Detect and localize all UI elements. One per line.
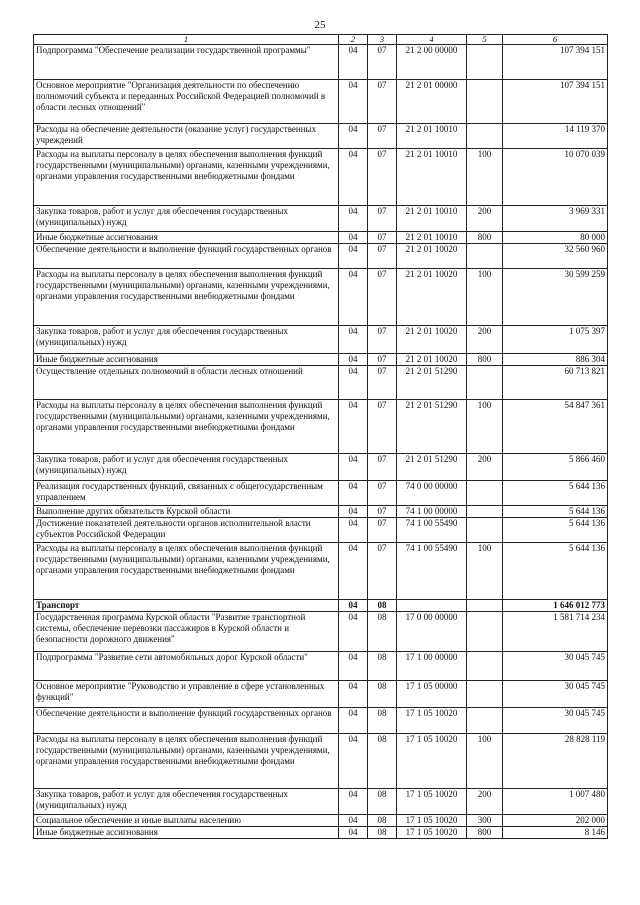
target-article-code-cell: 21 2 01 51290 (397, 366, 467, 400)
amount-cell: 80 000 (503, 232, 608, 244)
section-code-cell: 04 (339, 366, 368, 400)
section-code-cell: 04 (339, 269, 368, 326)
section-code-cell: 04 (339, 481, 368, 506)
item-name-cell: Расходы на выплаты персоналу в целях обеспечения выполнения функций государственными (муниципальными) органами, казенными учреждениями, органами управления государственными внебюджетными фондами (34, 543, 339, 600)
section-code-cell: 04 (339, 326, 368, 354)
amount-cell: 5 644 136 (503, 481, 608, 506)
target-article-code-cell: 21 2 01 10010 (397, 206, 467, 232)
subsection-code-cell: 07 (368, 206, 397, 232)
header-cell: 2 (339, 35, 368, 45)
item-name-cell: Расходы на обеспечение деятельности (оказание услуг) государственных учреждений (34, 124, 339, 149)
item-name-cell: Транспорт (34, 600, 339, 612)
expense-type-code-cell: 800 (467, 232, 503, 244)
amount-cell: 28 828 119 (503, 734, 608, 789)
target-article-code-cell: 21 2 01 00000 (397, 80, 467, 124)
subsection-code-cell: 07 (368, 366, 397, 400)
table-row (34, 543, 608, 600)
amount-cell: 30 599 259 (503, 269, 608, 326)
table-row (34, 612, 608, 652)
item-name-cell: Расходы на выплаты персоналу в целях обеспечения выполнения функций государственными (муниципальными) органами, казенными учреждениями, органами управления государственными внебюджетными фондами (34, 400, 339, 454)
target-article-code-cell: 21 2 01 10010 (397, 124, 467, 149)
target-article-code-cell: 17 1 05 10020 (397, 789, 467, 815)
section-code-cell: 04 (339, 206, 368, 232)
amount-cell: 5 644 136 (503, 543, 608, 600)
expense-type-code-cell: 800 (467, 827, 503, 839)
subsection-code-cell: 07 (368, 269, 397, 326)
section-code-cell: 04 (339, 789, 368, 815)
item-name-cell: Обеспечение деятельности и выполнение функций государственных органов (34, 708, 339, 734)
subsection-code-cell: 07 (368, 518, 397, 543)
section-code-cell: 04 (339, 232, 368, 244)
section-code-cell: 04 (339, 244, 368, 269)
header-row (34, 35, 608, 45)
subsection-code-cell: 08 (368, 708, 397, 734)
subsection-code-cell: 08 (368, 652, 397, 681)
amount-cell: 107 394 151 (503, 80, 608, 124)
amount-cell: 1 581 714 234 (503, 612, 608, 652)
amount-cell: 202 000 (503, 815, 608, 827)
table-row (34, 652, 608, 681)
item-name-cell: Основное мероприятие "Руководство и управление в сфере установленных функций" (34, 681, 339, 708)
table-row (34, 80, 608, 124)
table-row (34, 366, 608, 400)
amount-cell: 5 644 136 (503, 506, 608, 518)
expense-type-code-cell (467, 612, 503, 652)
subsection-code-cell: 07 (368, 80, 397, 124)
table-row (34, 827, 608, 839)
table-row (34, 326, 608, 354)
table-row (34, 232, 608, 244)
item-name-cell: Государственная программа Курской области "Развитие транспортной системы, обеспечение перевозки пассажиров в Курской области и безопасности дорожного движения" (34, 612, 339, 652)
section-code-cell: 04 (339, 600, 368, 612)
section-code-cell: 04 (339, 149, 368, 206)
amount-cell: 1 007 480 (503, 789, 608, 815)
subsection-code-cell: 07 (368, 506, 397, 518)
amount-cell: 107 394 151 (503, 45, 608, 80)
target-article-code-cell: 21 2 01 10010 (397, 232, 467, 244)
target-article-code-cell: 74 1 00 55490 (397, 518, 467, 543)
table-row (34, 681, 608, 708)
table-row (34, 789, 608, 815)
amount-cell: 10 070 039 (503, 149, 608, 206)
section-code-cell: 04 (339, 518, 368, 543)
header-cell: 5 (467, 35, 503, 45)
expense-type-code-cell (467, 45, 503, 80)
target-article-code-cell: 21 2 00 00000 (397, 45, 467, 80)
target-article-code-cell: 17 1 05 00000 (397, 681, 467, 708)
subsection-code-cell: 08 (368, 815, 397, 827)
header-cell: 4 (397, 35, 467, 45)
target-article-code-cell: 17 1 05 10020 (397, 708, 467, 734)
item-name-cell: Социальное обеспечение и иные выплаты населению (34, 815, 339, 827)
target-article-code-cell: 21 2 01 10020 (397, 244, 467, 269)
expense-type-code-cell: 200 (467, 326, 503, 354)
expense-type-code-cell (467, 366, 503, 400)
amount-cell: 30 045 745 (503, 652, 608, 681)
section-code-cell: 04 (339, 734, 368, 789)
item-name-cell: Осуществление отдельных полномочий в области лесных отношений (34, 366, 339, 400)
table-row (34, 815, 608, 827)
header-cell: 1 (34, 35, 339, 45)
target-article-code-cell: 21 2 01 10010 (397, 149, 467, 206)
item-name-cell: Закупка товаров, работ и услуг для обеспечения государственных (муниципальных) нужд (34, 789, 339, 815)
target-article-code-cell: 74 1 00 55490 (397, 543, 467, 600)
budget-table (33, 34, 608, 839)
table-row (34, 124, 608, 149)
section-code-cell: 04 (339, 506, 368, 518)
section-code-cell: 04 (339, 681, 368, 708)
item-name-cell: Расходы на выплаты персоналу в целях обеспечения выполнения функций государственными (муниципальными) органами, казенными учреждениями, органами управления государственными внебюджетными фондами (34, 734, 339, 789)
item-name-cell: Иные бюджетные ассигнования (34, 827, 339, 839)
amount-cell: 14 119 370 (503, 124, 608, 149)
amount-cell: 8 146 (503, 827, 608, 839)
amount-cell: 1 646 012 773 (503, 600, 608, 612)
expense-type-code-cell: 100 (467, 543, 503, 600)
item-name-cell: Выполнение других обязательств Курской области (34, 506, 339, 518)
amount-cell: 32 560 960 (503, 244, 608, 269)
subsection-code-cell: 07 (368, 149, 397, 206)
subsection-code-cell: 08 (368, 827, 397, 839)
section-code-cell: 04 (339, 652, 368, 681)
expense-type-code-cell (467, 80, 503, 124)
target-article-code-cell: 74 1 00 00000 (397, 506, 467, 518)
expense-type-code-cell (467, 518, 503, 543)
section-code-cell: 04 (339, 454, 368, 481)
item-name-cell: Подпрограмма "Обеспечение реализации государственной программы" (34, 45, 339, 80)
amount-cell: 886 304 (503, 354, 608, 366)
subsection-code-cell: 07 (368, 232, 397, 244)
expense-type-code-cell: 300 (467, 815, 503, 827)
item-name-cell: Реализация государственных функций, связанных с общегосударственным управлением (34, 481, 339, 506)
subsection-code-cell: 07 (368, 481, 397, 506)
subsection-code-cell: 07 (368, 400, 397, 454)
table-row (34, 506, 608, 518)
amount-cell: 54 847 361 (503, 400, 608, 454)
section-code-cell: 04 (339, 815, 368, 827)
item-name-cell: Иные бюджетные ассигнования (34, 232, 339, 244)
subsection-code-cell: 07 (368, 354, 397, 366)
expense-type-code-cell (467, 600, 503, 612)
expense-type-code-cell (467, 481, 503, 506)
item-name-cell: Закупка товаров, работ и услуг для обеспечения государственных (муниципальных) нужд (34, 454, 339, 481)
target-article-code-cell: 17 1 05 10020 (397, 734, 467, 789)
subsection-code-cell: 07 (368, 326, 397, 354)
header-cell: 3 (368, 35, 397, 45)
subsection-code-cell: 08 (368, 600, 397, 612)
expense-type-code-cell: 200 (467, 789, 503, 815)
table-row (34, 269, 608, 326)
target-article-code-cell (397, 600, 467, 612)
section-code-cell: 04 (339, 708, 368, 734)
item-name-cell: Расходы на выплаты персоналу в целях обеспечения выполнения функций государственными (муниципальными) органами, казенными учреждениями, органами управления государственными внебюджетными фондами (34, 269, 339, 326)
amount-cell: 5 866 460 (503, 454, 608, 481)
amount-cell: 30 045 745 (503, 681, 608, 708)
table-row (34, 481, 608, 506)
item-name-cell: Закупка товаров, работ и услуг для обеспечения государственных (муниципальных) нужд (34, 206, 339, 232)
target-article-code-cell: 74 0 00 00000 (397, 481, 467, 506)
table-row (34, 734, 608, 789)
amount-cell: 60 713 821 (503, 366, 608, 400)
table-row (34, 354, 608, 366)
table-row (34, 206, 608, 232)
subsection-code-cell: 07 (368, 543, 397, 600)
expense-type-code-cell (467, 652, 503, 681)
section-code-cell: 04 (339, 354, 368, 366)
header-cell: 6 (503, 35, 608, 45)
amount-cell: 30 045 745 (503, 708, 608, 734)
section-code-cell: 04 (339, 45, 368, 80)
target-article-code-cell: 17 1 00 00000 (397, 652, 467, 681)
item-name-cell: Основное мероприятие "Организация деятельности по обеспечению полномочий субъекта и переданных Российской Федерацией полномочий в области лесных отношений" (34, 80, 339, 124)
expense-type-code-cell: 100 (467, 149, 503, 206)
expense-type-code-cell (467, 681, 503, 708)
subsection-code-cell: 08 (368, 612, 397, 652)
item-name-cell: Расходы на выплаты персоналу в целях обеспечения выполнения функций государственными (муниципальными) органами, казенными учреждениями, органами управления государственными внебюджетными фондами (34, 149, 339, 206)
target-article-code-cell: 17 1 05 10020 (397, 815, 467, 827)
expense-type-code-cell: 100 (467, 400, 503, 454)
amount-cell: 1 075 397 (503, 326, 608, 354)
table-row (34, 45, 608, 80)
subsection-code-cell: 07 (368, 45, 397, 80)
target-article-code-cell: 17 1 05 10020 (397, 827, 467, 839)
expense-type-code-cell (467, 506, 503, 518)
table-row (34, 244, 608, 269)
expense-type-code-cell (467, 244, 503, 269)
expense-type-code-cell (467, 124, 503, 149)
subsection-code-cell: 07 (368, 244, 397, 269)
item-name-cell: Закупка товаров, работ и услуг для обеспечения государственных (муниципальных) нужд (34, 326, 339, 354)
table-row (34, 149, 608, 206)
target-article-code-cell: 21 2 01 10020 (397, 354, 467, 366)
target-article-code-cell: 17 0 00 00000 (397, 612, 467, 652)
target-article-code-cell: 21 2 01 51290 (397, 400, 467, 454)
expense-type-code-cell: 200 (467, 206, 503, 232)
target-article-code-cell: 21 2 01 51290 (397, 454, 467, 481)
expense-type-code-cell: 100 (467, 269, 503, 326)
target-article-code-cell: 21 2 01 10020 (397, 269, 467, 326)
section-code-cell: 04 (339, 827, 368, 839)
item-name-cell: Обеспечение деятельности и выполнение функций государственных органов (34, 244, 339, 269)
expense-type-code-cell: 200 (467, 454, 503, 481)
section-code-cell: 04 (339, 400, 368, 454)
table-row (34, 454, 608, 481)
table-row (34, 600, 608, 612)
table-body (34, 45, 608, 839)
amount-cell: 3 969 331 (503, 206, 608, 232)
page-number: 25 (314, 19, 326, 31)
subsection-code-cell: 07 (368, 124, 397, 149)
expense-type-code-cell: 100 (467, 734, 503, 789)
amount-cell: 5 644 136 (503, 518, 608, 543)
item-name-cell: Достижение показателей деятельности органов исполнительной власти субъектов Российской Федерации (34, 518, 339, 543)
expense-type-code-cell (467, 708, 503, 734)
table-row (34, 400, 608, 454)
section-code-cell: 04 (339, 543, 368, 600)
subsection-code-cell: 08 (368, 681, 397, 708)
subsection-code-cell: 08 (368, 789, 397, 815)
table-row (34, 518, 608, 543)
item-name-cell: Подпрограмма "Развитие сети автомобильных дорог Курской области" (34, 652, 339, 681)
item-name-cell: Иные бюджетные ассигнования (34, 354, 339, 366)
target-article-code-cell: 21 2 01 10020 (397, 326, 467, 354)
section-code-cell: 04 (339, 124, 368, 149)
section-code-cell: 04 (339, 80, 368, 124)
section-code-cell: 04 (339, 612, 368, 652)
expense-type-code-cell: 800 (467, 354, 503, 366)
subsection-code-cell: 08 (368, 734, 397, 789)
subsection-code-cell: 07 (368, 454, 397, 481)
table-row (34, 708, 608, 734)
